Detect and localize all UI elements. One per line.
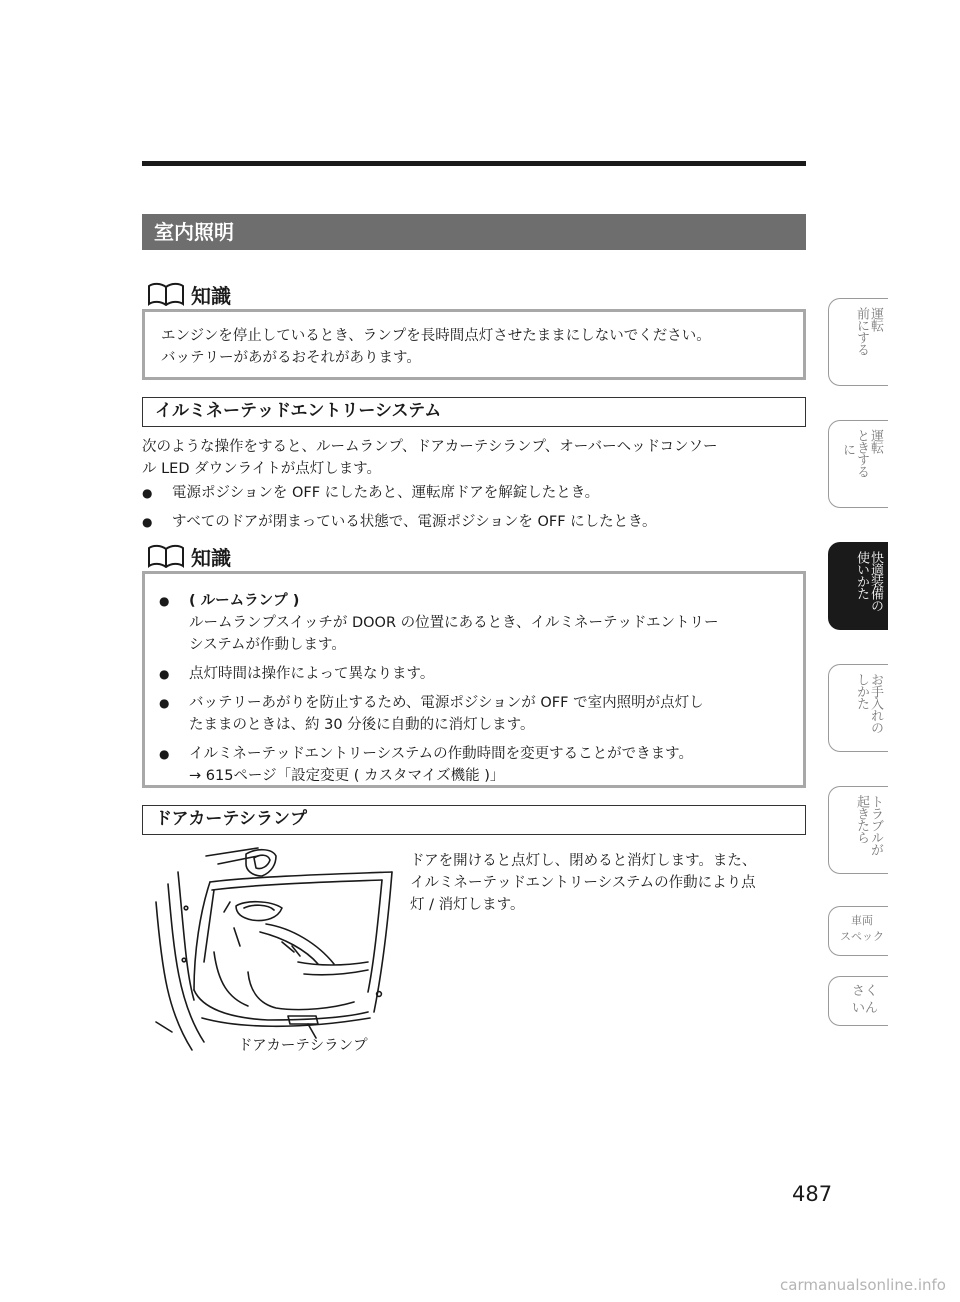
tab-label-line: スペック: [840, 930, 884, 943]
tab-label-line: に: [840, 443, 855, 455]
knowledge-heading: [147, 281, 231, 307]
bullet-text: ルームランプスイッチが DOOR の位置にあるとき、イルミネーテッドエントリー: [189, 615, 719, 631]
tab-label-line: 車両: [851, 914, 873, 927]
note-line: エンジンを停止しているとき、ランプを長時間点灯させたままにしないでください。: [161, 328, 711, 344]
tab-label: [840, 429, 882, 477]
tab-label-line: しかた: [854, 673, 869, 709]
chapter-tab-specifications[interactable]: [828, 906, 888, 956]
tab-label: [854, 673, 882, 733]
tab-label: [854, 307, 882, 355]
tab-label-line: さく: [851, 984, 878, 999]
chapter-tab-before-driving[interactable]: [828, 298, 888, 386]
tab-label-line: 前にする: [854, 307, 869, 355]
tab-label-line: 快適装備の: [868, 551, 883, 611]
tab-label-line: いん: [851, 1001, 878, 1016]
tab-label: [840, 913, 884, 945]
tab-label: [852, 983, 878, 1017]
bullet-text: システムが作動します。: [189, 637, 346, 653]
section-title: 室内照明: [142, 214, 806, 250]
book-icon: [147, 282, 185, 306]
subsection-heading: イルミネーテッドエントリーシステム: [142, 397, 806, 427]
bullet-item: ● すべてのドアが閉まっている状態で、電源ポジションを OFF にしたとき。: [142, 511, 806, 533]
book-icon: [147, 544, 185, 568]
note-line: バッテリーがあがるおそれがあります。: [161, 350, 421, 366]
bullet-item: ● 電源ポジションを OFF にしたあと、運転席ドアを解錠したとき。: [142, 482, 806, 504]
subsection-heading: ドアカーテシランプ: [142, 805, 806, 835]
tab-label-line: 運転: [868, 429, 883, 453]
bullet-item: ● バッテリーあがりを防止するため、電源ポジションが OFF で室内照明が点灯し: [145, 692, 789, 714]
bullet-item: ● ( ルームランプ ): [145, 590, 789, 612]
bullet-item: ● 点灯時間は操作によって異なります。: [145, 663, 789, 685]
top-rule: [142, 161, 806, 166]
cross-reference: → 615ページ「設定変更 ( カスタマイズ機能 )」: [189, 768, 505, 784]
knowledge-label: 知識: [191, 283, 231, 308]
intro-paragraph: [142, 436, 806, 533]
knowledge-heading: [147, 543, 231, 569]
tab-label: [854, 795, 882, 855]
desc-line: 灯 / 消灯します。: [410, 897, 525, 913]
desc-line: イルミネーテッドエントリーシステムの作動により点: [410, 875, 756, 891]
tab-label-line: 運転: [868, 307, 883, 331]
chapter-tab-maintenance[interactable]: [828, 664, 888, 752]
tab-label: [854, 551, 882, 611]
intro-line: ル LED ダウンライトが点灯します。: [142, 461, 382, 477]
door-lamp-description: [410, 850, 806, 916]
chapter-tab-troubleshooting[interactable]: [828, 786, 888, 874]
door-lamp-callout: ドアカーテシランプ: [238, 1038, 368, 1054]
chapter-tab-when-driving[interactable]: [828, 420, 888, 508]
bullet-text: たままのときは、約 30 分後に自動的に消灯します。: [189, 717, 535, 733]
bullet-item: ● イルミネーテッドエントリーシステムの作動時間を変更することができます。: [145, 743, 789, 765]
watermark: carmanualsonline.info: [780, 1276, 946, 1294]
desc-line: ドアを開けると点灯し、閉めると消灯します。また、: [410, 853, 757, 869]
knowledge-label: 知識: [191, 545, 231, 570]
intro-line: 次のような操作をすると、ルームランプ、ドアカーテシランプ、オーバーヘッドコンソー: [142, 439, 718, 455]
note-box: [142, 571, 806, 788]
note-box: [142, 309, 806, 380]
tab-label-line: お手入れの: [868, 673, 883, 733]
tab-label-line: トラブルが: [868, 795, 883, 855]
chapter-tab-comfort-equipment[interactable]: [828, 542, 888, 630]
chapter-tab-index[interactable]: [828, 976, 888, 1026]
door-illustration: [148, 842, 406, 1054]
tab-label-line: 使いかた: [854, 551, 869, 599]
page-number: 487: [792, 1182, 833, 1206]
tab-label-line: ときする: [854, 429, 869, 477]
tab-label-line: 起きたら: [854, 795, 869, 843]
